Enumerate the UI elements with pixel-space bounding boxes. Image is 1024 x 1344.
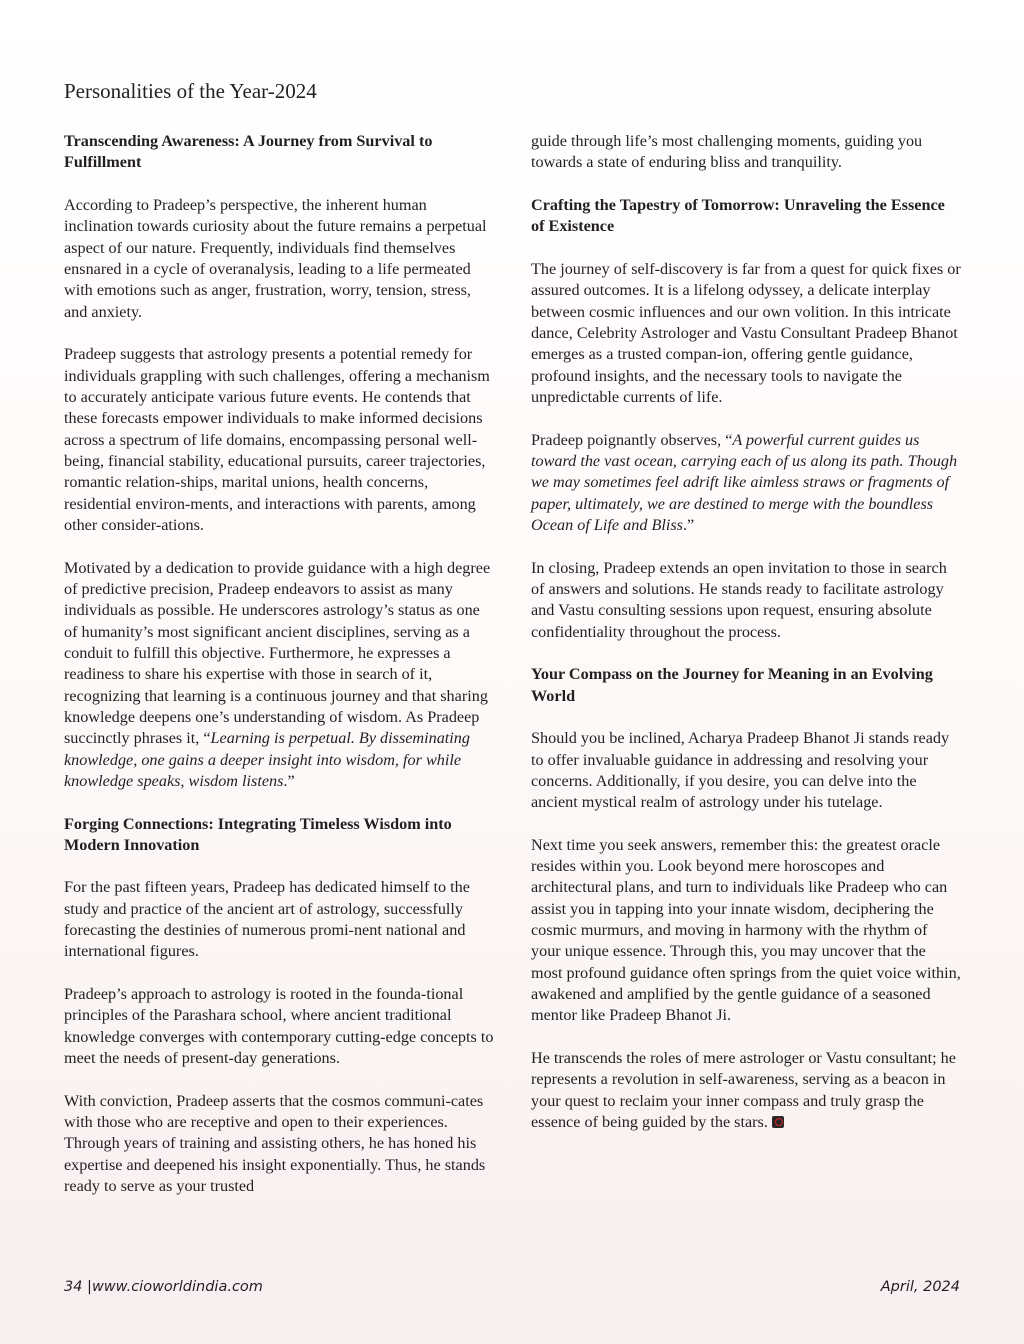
section-heading: Your Compass on the Journey for Meaning in an Evolving World [531,665,933,705]
section-heading: Forging Connections: Integrating Timeless Wisdom into Modern Innovation [64,814,452,854]
paragraph: With conviction, Pradeep asserts that the cosmos communi-cates with those who are receptive and open to their experiences. Through years of training and assisting others, he has honed his expertise and deepened his insight exponentially. Thus, he stands ready to serve as your trusted [64,1091,486,1196]
quote-end: .” [283,771,295,790]
paragraph: In closing, Pradeep extends an open invitation to those in search of answers and solutions. He stands ready to facilitate astrology and Vastu consulting sessions upon request, ensuring absolute confidentiality throughout the process. [531,558,947,641]
footer-date: April, 2024 [880,1279,960,1295]
paragraph: Next time you seek answers, remember this: the greatest oracle resides within you. Look beyond mere horoscopes and architectural plans, and turn to individuals like Pradeep who can assist you in tapping into your innate wisdom, deciphering the cosmic murmurs, and moving in harmony with the rhythm of your unique essence. Through this, you may uncover that the most profound guidance often springs from the quiet voice within, awakened and amplified by the gentle guidance of a seasoned mentor like Pradeep Bhanot Ji. [531,835,961,1025]
paragraph-text: Motivated by a dedication to provide guidance with a high degree of predictive precision, Pradeep endeavors to assist as many individuals as possible. He underscores astrology’s status as one of humanity’s most significant ancient disciplines, serving as a conduit to fulfill this objective. Furthermore, he expresses a readiness to share his expertise with those in search of it, recognizing that learning is a continuous journey and that sharing knowledge deepens one’s understanding of wisdom. As Pradeep succinctly phrases it, “ [64,558,491,748]
paragraph-with-quote [64,558,494,793]
paragraph-text: He transcends the roles of mere astrologer or Vastu consultant; he represents a revolution in self-awareness, serving as a beacon in your quest to reclaim your inner compass and truly grasp the essence of being guided by the stars. [531,1049,956,1132]
paragraph: guide through life’s most challenging moments, guiding you towards a state of enduring bliss and tranquility. [531,132,923,172]
pull-quote: Learning is perpetual. By disseminating knowledge, one gains a deeper insight into wisdom, for while knowledge speaks, wisdom listens [64,729,470,790]
end-mark-icon [772,1116,784,1128]
paragraph-with-quote [531,430,961,537]
paragraph: Pradeep suggests that astrology presents a potential remedy for individuals grappling with such challenges, offering a mechanism to accurately anticipate various future events. He contends that these forecasts empower individuals to make informed decisions across a spectrum of life domains, encompassing personal well-being, financial stability, educational pursuits, career trajectories, romantic relation-ships, marital unions, health concerns, residential environ-ments, and interactions with parents, among other consider-ations. [64,345,490,534]
left-column [64,131,494,1219]
paragraph: Pradeep’s approach to astrology is rooted in the founda-tional principles of the Parashara school, where ancient traditional knowledge converges with contemporary cutting-edge concepts to meet the needs of present-day generations. [64,985,494,1068]
paragraph: For the past fifteen years, Pradeep has dedicated himself to the study and practice of the ancient art of astrology, successfully forecasting the destinies of numerous promi-nent national and international figures. [64,878,470,961]
quote-end: .” [682,515,695,534]
closing-paragraph [531,1048,961,1133]
page-header-title: Personalities of the Year-2024 [64,79,317,103]
paragraph: The journey of self-discovery is far from a quest for quick fixes or assured outcomes. It is a lifelong odyssey, a delicate interplay between cosmic influences and our own volition. In this intricate dance, Celebrity Astrologer and Vastu Consultant Pradeep Bhanot emerges as a trusted compan-ion, offering gentle guidance, profound insights, and the necessary tools to navigate the unpredictable currents of life. [531,259,961,406]
paragraph: According to Pradeep’s perspective, the inherent human inclination towards curiosity about the future remains a perpetual aspect of our nature. Frequently, individuals find themselves ensnared in a cycle of overanalysis, leading to a life permeated with emotions such as anger, frustration, worry, tension, stress, and anxiety. [64,195,487,321]
footer-page-url: 34 |www.cioworldindia.com [64,1279,263,1295]
paragraph: Should you be inclined, Acharya Pradeep Bhanot Ji stands ready to offer invaluable guidance in addressing and resolving your concerns. Additionally, if you desire, you can delve into the ancient mystical realm of astrology under his tutelage. [531,729,950,812]
section-heading: Crafting the Tapestry of Tomorrow: Unraveling the Essence of Existence [531,195,945,236]
right-column [531,131,961,1155]
pull-quote: A powerful current guides us toward the vast ocean, carrying each of us along its path. Though we may sometimes feel adrift like aimless straws or fragments of paper, ultimately, we are destined to merge with the boundless Ocean of Life and Bliss [531,430,958,534]
paragraph-text: Pradeep poignantly observes, “ [531,430,733,449]
section-heading: Transcending Awareness: A Journey from Survival to Fulfillment [64,132,433,172]
